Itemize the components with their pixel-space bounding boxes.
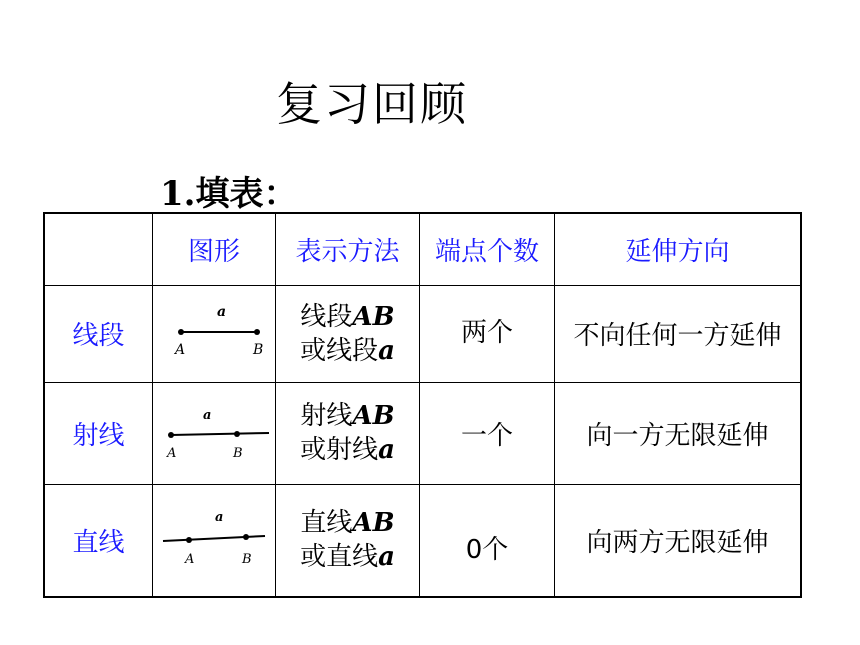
- line-line: [163, 536, 265, 541]
- figure-cell: [153, 285, 276, 382]
- page-title: 复习回顾: [276, 77, 468, 131]
- row-name: 射线: [44, 382, 153, 484]
- segment-label-point2: B: [253, 341, 264, 358]
- header-cell-endpoints: 端点个数: [420, 213, 555, 285]
- direction-cell: 不向任何一方延伸: [555, 285, 802, 382]
- header-cell-notation: 表示方法: [276, 213, 420, 285]
- ray-label-a: a: [203, 407, 212, 423]
- row-name: 直线: [44, 484, 153, 597]
- notation-var: AB: [352, 508, 395, 538]
- direction-cell: 向一方无限延伸: [555, 382, 802, 484]
- notation-prefix: 或线段: [300, 335, 379, 366]
- header-cell-empty: [44, 213, 153, 285]
- endpoints-cell: 两个: [420, 285, 555, 382]
- header-cell-direction: 延伸方向: [555, 213, 802, 285]
- ray-figure: [153, 383, 275, 477]
- table-row: [44, 484, 801, 597]
- notation-prefix: 直线: [300, 508, 353, 538]
- figure-cell: [153, 484, 276, 597]
- endpoints-cell: 0个: [420, 484, 555, 597]
- line-label-a: a: [215, 509, 224, 525]
- ray-label-point2: B: [233, 445, 243, 461]
- line-label-point1: A: [185, 551, 195, 567]
- endpoints-cell: 一个: [420, 382, 555, 484]
- notation-var: a: [378, 435, 395, 465]
- figure-cell: [153, 382, 276, 484]
- segment-point-a: [178, 329, 184, 335]
- line-point-a: [186, 537, 192, 543]
- review-table: [43, 212, 802, 598]
- section-heading: 1.填表：: [160, 174, 298, 214]
- notation-prefix: 或射线: [300, 435, 379, 465]
- line-point-b: [243, 534, 249, 540]
- notation-var: a: [378, 542, 395, 572]
- segment-label-point1: A: [175, 341, 186, 358]
- notation-prefix: 或直线: [300, 542, 379, 572]
- ray-point-a: [168, 432, 174, 438]
- direction-cell: 向两方无限延伸: [555, 484, 802, 597]
- notation-cell: [276, 285, 420, 382]
- ray-label-point1: A: [167, 445, 177, 461]
- notation-var: AB: [352, 401, 395, 431]
- notation-var: a: [378, 335, 395, 366]
- header-cell-figure: 图形: [153, 213, 276, 285]
- row-name: 线段: [44, 285, 153, 382]
- segment-label-a: a: [217, 303, 227, 320]
- notation-cell: [276, 382, 420, 484]
- table-header-row: [44, 213, 801, 285]
- segment-point-b: [254, 329, 260, 335]
- notation-var: AB: [352, 301, 395, 332]
- notation-cell: [276, 484, 420, 597]
- table-row: [44, 382, 801, 484]
- line-label-point2: B: [242, 551, 252, 567]
- ray-line: [171, 433, 269, 435]
- segment-figure: [153, 286, 275, 375]
- line-figure: [153, 485, 275, 589]
- notation-prefix: 射线: [300, 401, 353, 431]
- ray-point-b: [234, 431, 240, 437]
- notation-prefix: 线段: [300, 301, 353, 332]
- table-row: [44, 285, 801, 382]
